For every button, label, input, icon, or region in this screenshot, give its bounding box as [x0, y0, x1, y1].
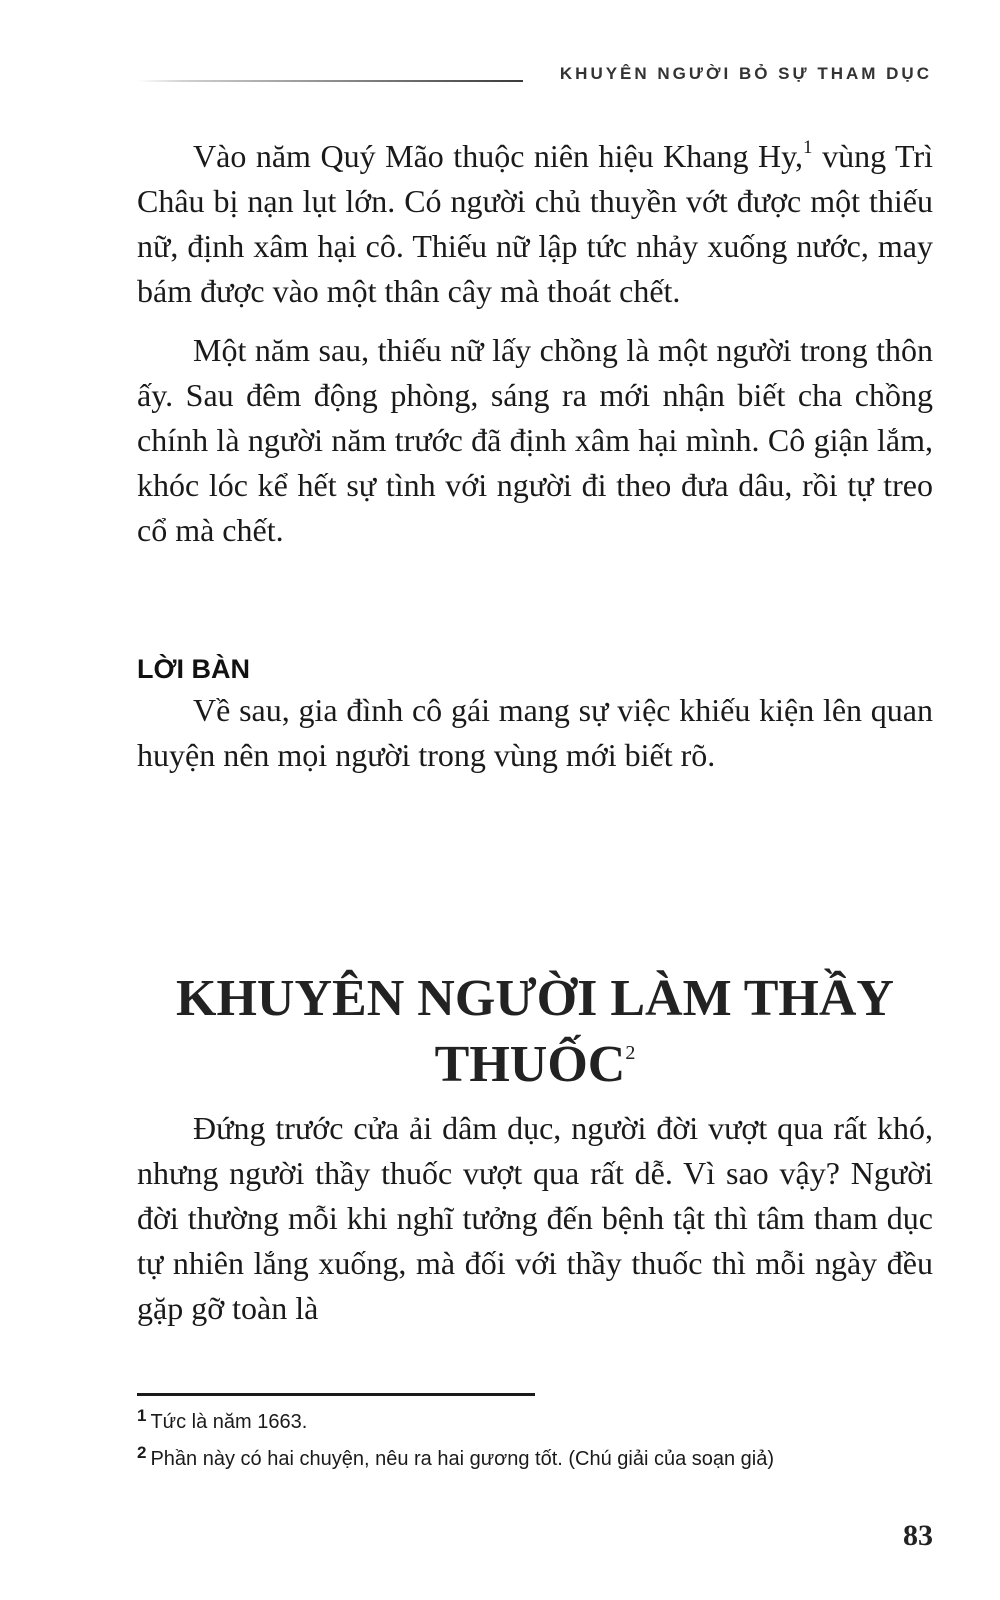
footnotes [137, 1404, 937, 1478]
footnote-2 [137, 1441, 937, 1478]
footnote-2-text: Phần này có hai chuyện, nêu ra hai gương tốt. (Chú giải của soạn giả) [150, 1448, 775, 1470]
page-number: 83 [903, 1519, 933, 1552]
footnote-ref-1: 1 [803, 137, 813, 158]
chapter-title [137, 966, 933, 1098]
commentary-text-block [137, 688, 933, 778]
header-rule [138, 80, 523, 82]
footnote-rule [137, 1393, 535, 1396]
story-paragraph-1 [137, 134, 933, 314]
footnote-2-mark: 2 [137, 1443, 147, 1462]
chapter-intro-block [137, 1106, 933, 1331]
story-text [137, 134, 933, 553]
footnote-1-mark: 1 [137, 1406, 147, 1425]
chapter-intro-paragraph: Đứng trước cửa ải dâm dục, người đời vượt qua rất khó, nhưng người thầy thuốc vượt qua rất dễ. Vì sao vậy? Người đời thường mỗi khi nghĩ tưởng đến bệnh tật thì tâm tham dục tự nhiên lắng xuống, mà đối với thầy thuốc thì mỗi ngày đều gặp gỡ toàn là [137, 1110, 933, 1326]
commentary-paragraph: Về sau, gia đình cô gái mang sự việc khiếu kiện lên quan huyện nên mọi người trong vùng mới biết rõ. [137, 692, 933, 773]
running-header [138, 64, 932, 90]
chapter-title-line-2-text: THUỐC [434, 1036, 626, 1093]
story-paragraph-1-continuation: vùng Trì Châu bị nạn lụt lớn. Có người chủ thuyền vớt được một thiếu nữ, định xâm hại cô. Thiếu nữ lập tức nhảy xuống nước, may bám được vào một thân cây mà thoát chết. [137, 138, 933, 309]
commentary-label: LỜI BÀN [137, 654, 251, 684]
story-paragraph-2: Một năm sau, thiếu nữ lấy chồng là một người trong thôn ấy. Sau đêm động phòng, sáng ra mới nhận biết cha chồng chính là người năm trước đã định xâm hại mình. Cô giận lắm, khóc lóc kể hết sự tình với người đi theo đưa dâu, rồi tự treo cổ mà chết. [137, 332, 933, 548]
chapter-title-line-1: KHUYÊN NGƯỜI LÀM THẦY [176, 970, 894, 1027]
footnote-1-text: Tức là năm 1663. [150, 1411, 308, 1433]
header-title: KHUYÊN NGƯỜI BỎ SỰ THAM DỤC [559, 64, 932, 83]
footnote-ref-2: 2 [625, 1042, 636, 1064]
story-paragraph-1-text: Vào năm Quý Mão thuộc niên hiệu Khang Hy, [193, 138, 804, 174]
chapter-title-line-2 [137, 1032, 933, 1098]
footnote-1 [137, 1404, 937, 1441]
